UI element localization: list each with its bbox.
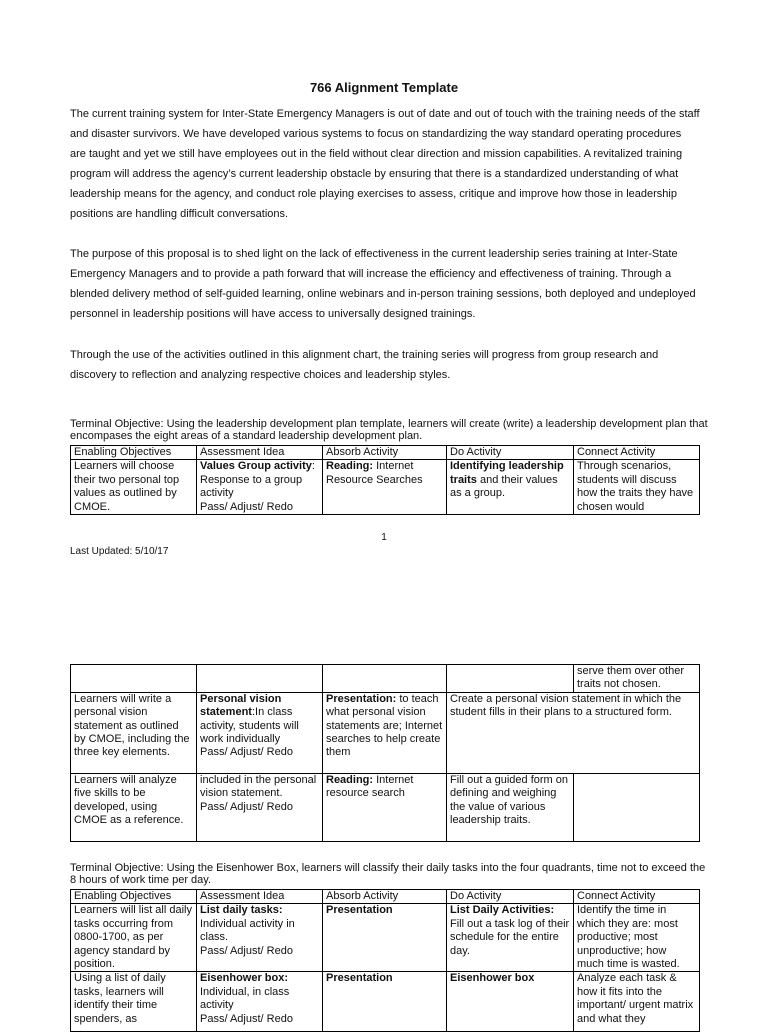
document-title: 766 Alignment Template [309, 80, 459, 95]
cell-enabling: Learners will choose their two personal top values as outlined by CMOE. [71, 460, 197, 515]
absorb-text: Internet resource search [326, 773, 414, 800]
absorb-bold: Reading: [326, 460, 374, 473]
cell-do [447, 904, 574, 972]
assessment-grade: Pass/ Adjust/ Redo [200, 944, 293, 957]
header-assessment: Assessment Idea [197, 890, 323, 904]
assessment-grade: Pass/ Adjust/ Redo [200, 1012, 293, 1025]
absorb-bold: Presentation [326, 904, 393, 917]
cell-connect: Identify the time in which they are: most productive; most unproductive; how much time is wasted. [574, 904, 700, 972]
header-absorb: Absorb Activity [323, 890, 447, 904]
table-row [71, 904, 700, 972]
header-absorb: Absorb Activity [323, 446, 447, 460]
header-do: Do Activity [447, 446, 574, 460]
cell-assessment [197, 904, 323, 972]
absorb-bold: Presentation: [326, 692, 397, 705]
assessment-bold: List daily tasks: [200, 904, 283, 917]
header-assessment: Assessment Idea [197, 446, 323, 460]
alignment-table-2 [70, 664, 700, 842]
header-connect: Connect Activity [574, 890, 700, 904]
do-bold: Eisenhower box [450, 972, 535, 985]
table-row [71, 972, 700, 1032]
alignment-table-1 [70, 445, 700, 515]
cell-assessment [197, 972, 323, 1032]
cell-absorb [323, 904, 447, 972]
page-number: 1 [381, 532, 387, 543]
do-bold: Identifying leadership traits [450, 460, 564, 486]
header-enabling: Enabling Objectives [71, 890, 197, 904]
absorb-text: to teach what personal vision statements are; Internet searches to help create them [326, 692, 443, 759]
assessment-text: : Response to a group activity [200, 460, 315, 500]
cell-connect: Analyze each task & how it fits into the important/ urgent matrix and what they [574, 972, 700, 1032]
cell-enabling [71, 665, 197, 693]
cell-absorb [323, 773, 447, 841]
absorb-bold: Presentation [326, 972, 393, 985]
assessment-text: Individual activity in class. [200, 917, 295, 944]
cell-absorb [323, 460, 447, 515]
cell-enabling: Learners will analyze five skills to be developed, using CMOE as a reference. [71, 773, 197, 841]
purpose-paragraph: The purpose of this proposal is to shed light on the lack of effectiveness in the current leadership series training at Inter-State Emergency Managers and to provide a path forward that will increase the efficiency and effectiveness of training. Through a blended delivery method of self-guided learning, online webinars and in-person training sessions, both deployed and undeployed personnel in leadership positions will have access to universally designed trainings. [70, 248, 696, 320]
absorb-text: Internet Resource Searches [326, 460, 423, 486]
table-header-row [71, 890, 700, 904]
cell-absorb [323, 665, 447, 693]
cell-connect: Through scenarios, students will discuss how the traits they have chosen would [574, 460, 700, 515]
assessment-text: included in the personal vision statement. [200, 773, 317, 800]
cell-absorb [323, 972, 447, 1032]
do-text: Fill out a task log of their schedule for the entire day. [450, 917, 570, 957]
assessment-bold: Values Group activity [200, 460, 312, 473]
assessment-grade: Pass/ Adjust/ Redo [200, 746, 293, 759]
header-do: Do Activity [447, 890, 574, 904]
header-connect: Connect Activity [574, 446, 700, 460]
assessment-grade: Pass/ Adjust/ Redo [200, 800, 293, 813]
table-row [71, 665, 700, 693]
cell-enabling: Using a list of daily tasks, learners will identify their time spenders, as [71, 972, 197, 1032]
table-row [71, 773, 700, 841]
cell-do [447, 972, 574, 1032]
assessment-grade: Pass/ Adjust/ Redo [200, 500, 293, 513]
cell-enabling: Learners will list all daily tasks occurring from 0800-1700, as per agency standard by position. [71, 904, 197, 972]
assessment-bold: Personal vision statement [200, 692, 282, 719]
activities-paragraph: Through the use of the activities outlined in this alignment chart, the training series will progress from group research and discovery to reflection and analyzing respective choices and leadership styles. [70, 349, 659, 381]
cell-do: Fill out a guided form on defining and weighing the value of various leadership traits. [447, 773, 574, 841]
terminal-objective-2: Terminal Objective: Using the Eisenhower Box, learners will classify their daily tasks into the four quadrants, time not to exceed the 8 hours of work time per day. [70, 862, 706, 886]
header-enabling: Enabling Objectives [71, 446, 197, 460]
cell-connect: serve them over other traits not chosen. [574, 665, 700, 693]
cell-assessment [197, 460, 323, 515]
assessment-bold: Eisenhower box: [200, 972, 289, 985]
cell-connect [574, 773, 700, 841]
alignment-table-3 [70, 889, 700, 1032]
table-header-row [71, 446, 700, 460]
cell-assessment [197, 773, 323, 841]
cell-assessment [197, 692, 323, 773]
cell-do-connect: Create a personal vision statement in which the student fills in their plans to a structured form. [447, 692, 700, 773]
table-row [71, 460, 700, 515]
cell-do [447, 665, 574, 693]
cell-assessment [197, 665, 323, 693]
cell-absorb [323, 692, 447, 773]
table-row [71, 692, 700, 773]
do-bold: List Daily Activities: [450, 904, 555, 917]
cell-do [447, 460, 574, 515]
assessment-text: :In class activity, students will work individually [200, 706, 299, 746]
do-text: and their values as a group. [450, 473, 558, 500]
intro-paragraph: The current training system for Inter-State Emergency Managers is out of date and out of touch with the training needs of the staff and disaster survivors. We have developed various systems to focus on standardizing the way standard operating procedures are taught and yet we still have employees out in the field without clear direction and mission capabilities. A revitalized training program will address the agency’s current leadership obstacle by ensuring that there is a standardized understanding of what leadership means for the agency, and conduct role playing exercises to assess, critique and improve how those in leadership positions are handling difficult conversations. [70, 108, 700, 220]
terminal-objective-1: Terminal Objective: Using the leadership development plan template, learners will create (write) a leadership development plan that encompases the eight areas of a standard leadership development plan. [70, 418, 708, 442]
cell-enabling: Learners will write a personal vision statement as outlined by CMOE, including the three key elements. [71, 692, 197, 773]
assessment-text: Individual, in class activity [200, 985, 290, 1012]
absorb-bold: Reading: [326, 773, 374, 786]
last-updated: Last Updated: 5/10/17 [70, 546, 169, 557]
